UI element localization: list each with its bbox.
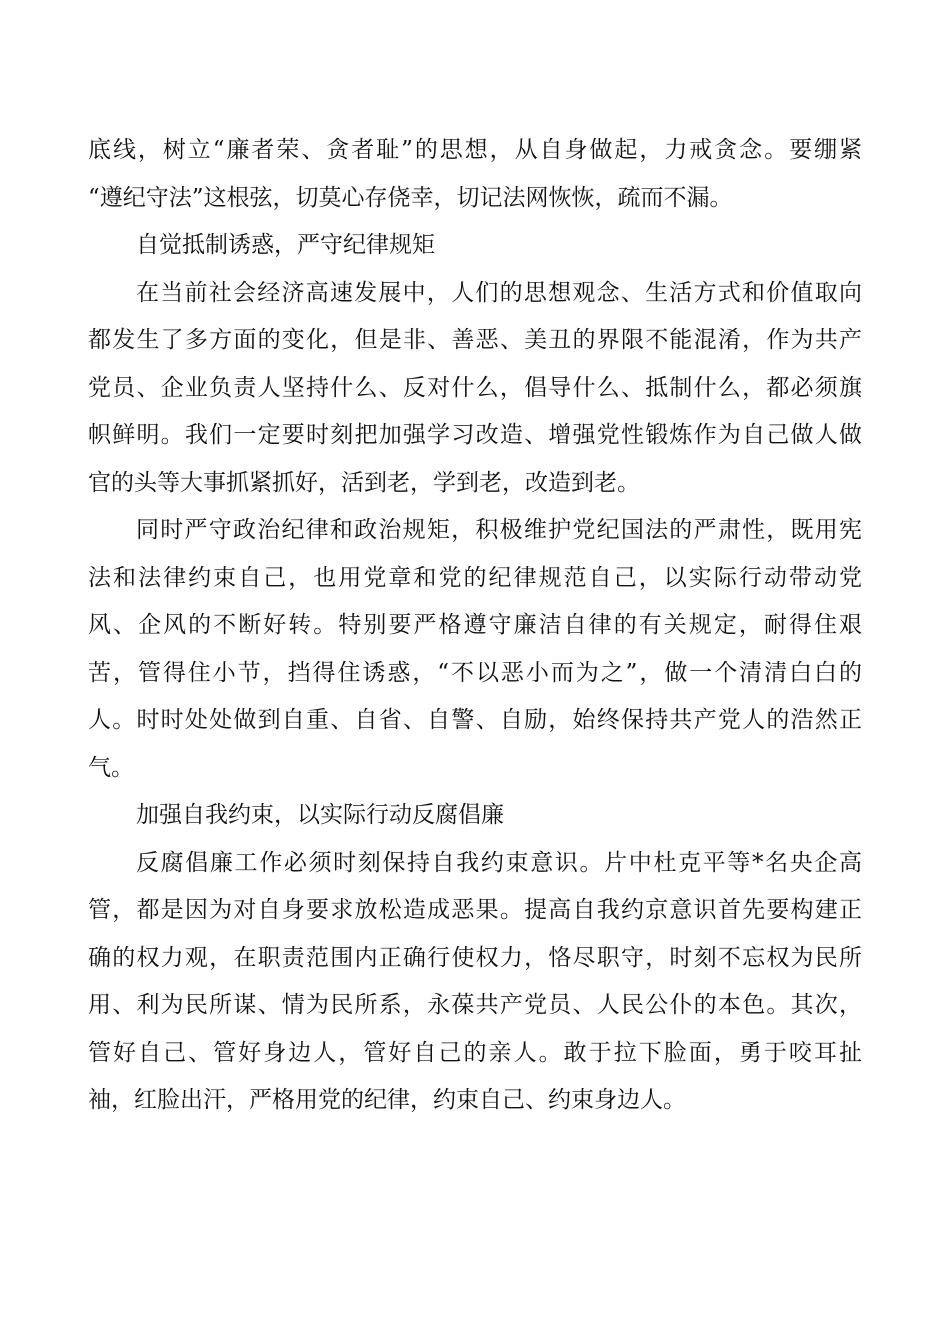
text-line: 用、利为民所谋、情为民所系，永葆共产党员、人民公仆的本色。其次， — [88, 992, 862, 1018]
text-line: 袖，红脸出汗，严格用党的纪律，约束自己、约束身边人。 — [88, 1087, 686, 1113]
text-line: 气。 — [88, 754, 134, 781]
text-line: 党员、企业负责人坚持什么、反对什么，倡导什么、抵制什么，都必须旗 — [88, 374, 862, 401]
text-line: 帜鲜明。我们一定要时刻把加强学习改造、增强党性锻炼作为自己做人做 — [88, 422, 862, 448]
text-line: 底线，树立“廉者荣、贪者耻”的思想，从自身做起，力戒贪念。要绷紧 — [88, 137, 862, 163]
section-heading: 加强自我约束，以实际行动反腐倡廉 — [136, 802, 504, 828]
text-line: “遵纪守法”这根弦，切莫心存侥幸，切记法网恢恢，疏而不漏。 — [88, 184, 733, 211]
text-line: 人。时时处处做到自重、自省、自警、自励，始终保持共产党人的浩然正 — [88, 707, 862, 733]
text-line: 同时严守政治纪律和政治规矩，积极维护党纪国法的严肃性，既用宪 — [136, 517, 862, 543]
text-line: 在当前社会经济高速发展中，人们的思想观念、生活方式和价值取向 — [136, 279, 862, 306]
text-line: 苦，管得住小节，挡得住诱惑，“不以恶小而为之”，做一个清清白白的 — [88, 659, 862, 686]
text-line: 官的头等大事抓紧抓好，活到老，学到老，改造到老。 — [88, 469, 640, 496]
text-line: 风、企风的不断好转。特别要严格遵守廉洁自律的有关规定，耐得住艰 — [88, 612, 862, 638]
text-line: 确的权力观，在职责范围内正确行使权力，恪尽职守，时刻不忘权为民所 — [88, 944, 862, 971]
text-line: 管，都是因为对自身要求放松造成恶果。提高自我约京意识首先要构建正 — [88, 897, 862, 923]
text-line: 反腐倡廉工作必须时刻保持自我约束意识。片中杜克平等*名央企高 — [136, 849, 862, 876]
text-line: 管好自己、管好身边人，管好自己的亲人。敢于拉下脸面，勇于咬耳扯 — [88, 1039, 862, 1066]
text-line: 都发生了多方面的变化，但是非、善恶、美丑的界限不能混淆，作为共产 — [88, 327, 862, 353]
section-heading: 自觉抵制诱惑，严守纪律规矩 — [136, 232, 435, 258]
text-line: 法和法律约束自己，也用党章和党的纪律规范自己，以实际行动带动党 — [88, 564, 862, 591]
document-body — [88, 127, 862, 1125]
